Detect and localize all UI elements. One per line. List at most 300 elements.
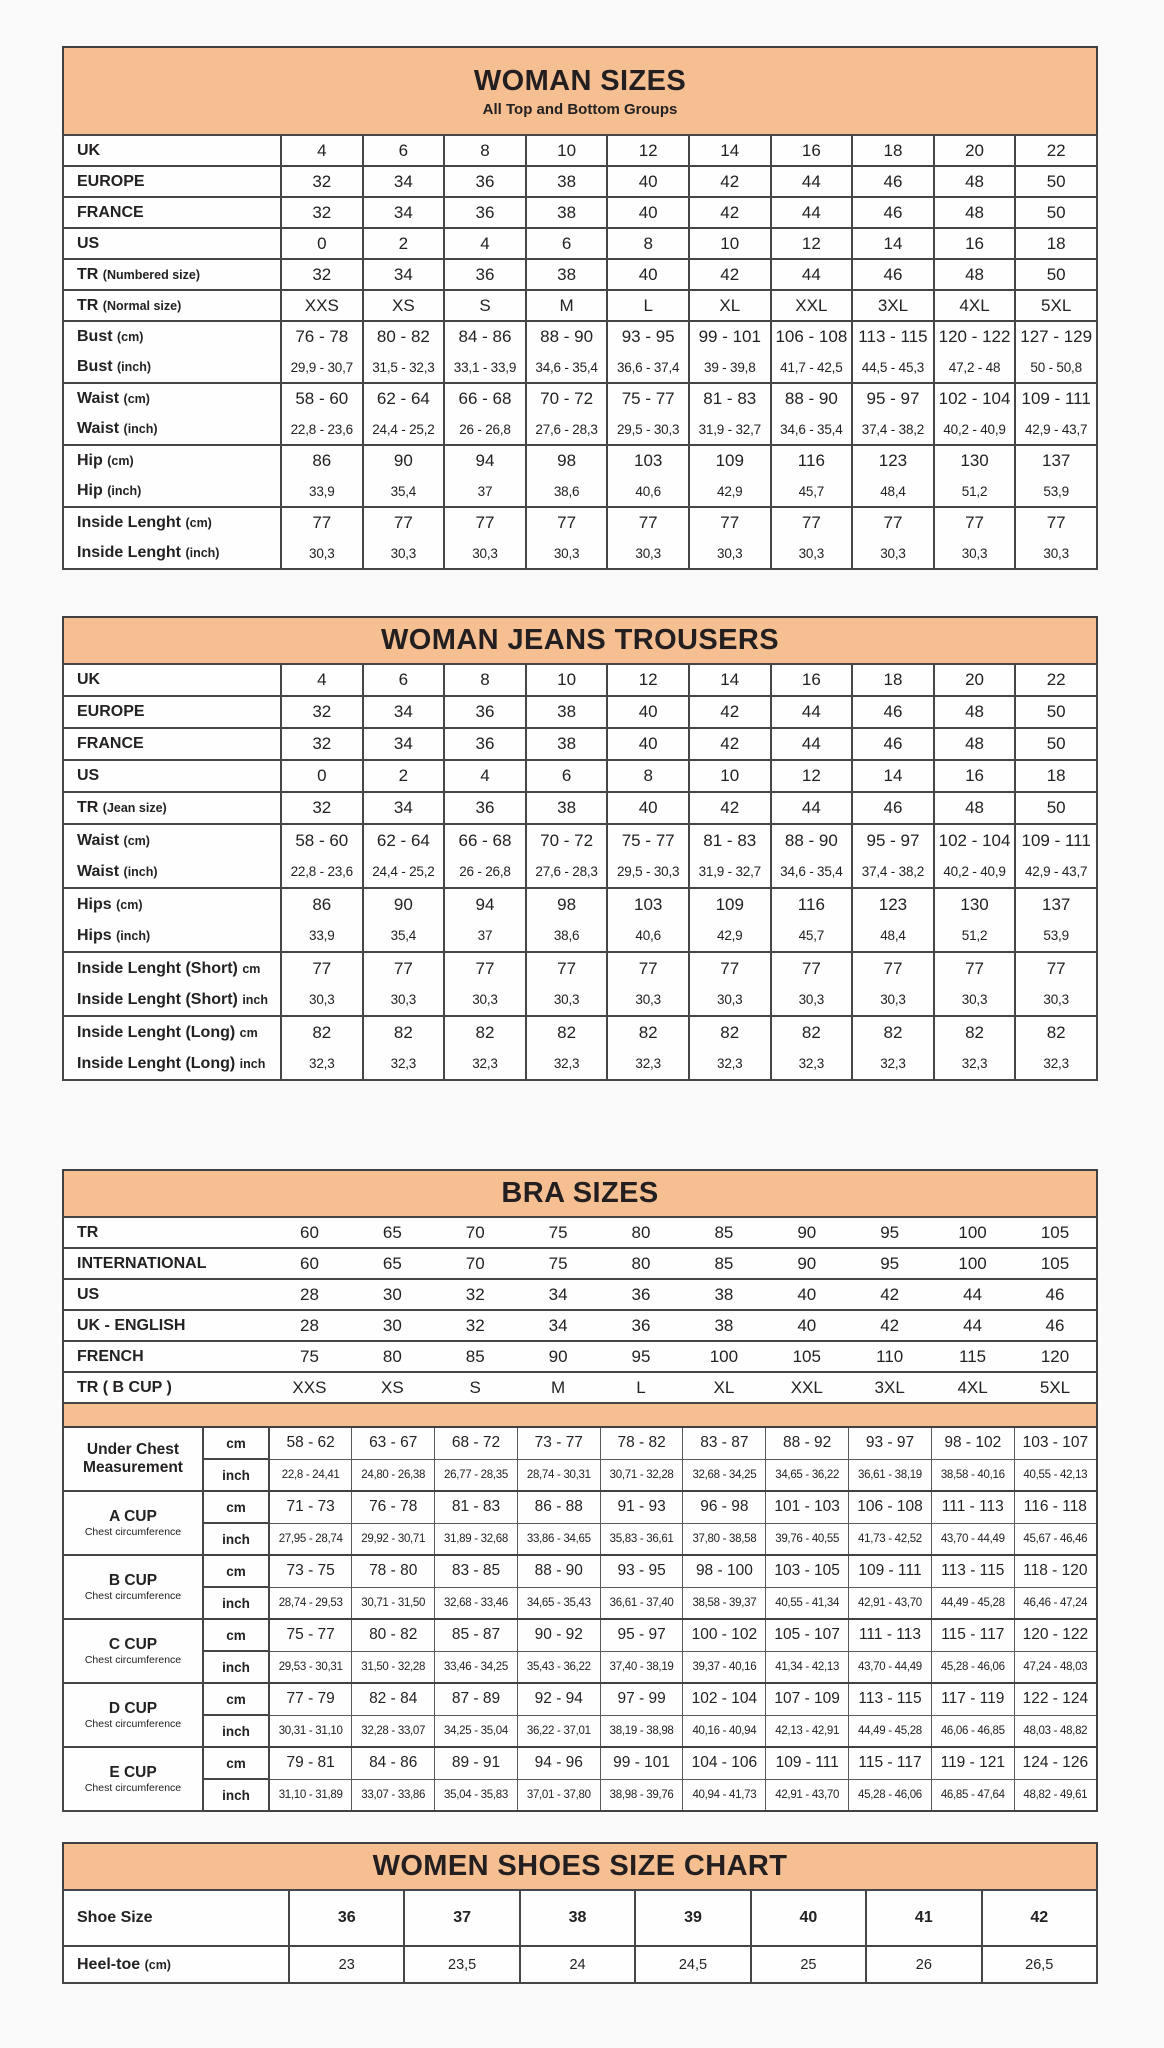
cell-value: 100 bbox=[682, 1341, 765, 1372]
cell-value: 42 bbox=[689, 166, 771, 197]
cell-value: 32 bbox=[281, 259, 363, 290]
cell-value: 96 - 98 bbox=[683, 1491, 766, 1523]
row-label bbox=[63, 664, 281, 696]
row-label bbox=[63, 135, 281, 166]
cell-value: 48,4 bbox=[852, 476, 934, 507]
table-row bbox=[63, 1427, 1097, 1459]
cell-value: 40 bbox=[751, 1890, 866, 1946]
cell-value: XXL bbox=[765, 1372, 848, 1403]
cell-value: 46 bbox=[852, 197, 934, 228]
cell-value: 29,92 - 30,71 bbox=[352, 1523, 435, 1555]
cell-value: 30,3 bbox=[526, 538, 608, 569]
cell-value: 82 bbox=[852, 1016, 934, 1048]
cell-value: 33,9 bbox=[281, 920, 363, 952]
row-label-text: Inside Lenght (Short) bbox=[77, 990, 238, 1008]
cell-value: 35,4 bbox=[363, 476, 445, 507]
cell-value: 30,3 bbox=[281, 984, 363, 1016]
cell-value: 31,9 - 32,7 bbox=[689, 414, 771, 445]
row-label-text: Bust bbox=[77, 328, 113, 345]
cell-value: 44 bbox=[771, 166, 853, 197]
cell-value: 24,4 - 25,2 bbox=[363, 856, 445, 888]
cell-value: 88 - 90 bbox=[771, 383, 853, 414]
row-label-note: (inch) bbox=[123, 422, 158, 436]
cell-value: 26 - 26,8 bbox=[444, 856, 526, 888]
cell-value: 103 - 107 bbox=[1014, 1427, 1097, 1459]
cell-value: 27,6 - 28,3 bbox=[526, 856, 608, 888]
cell-value: 80 bbox=[600, 1248, 683, 1279]
cell-value: 18 bbox=[852, 664, 934, 696]
cell-value: 109 - 111 bbox=[1015, 383, 1097, 414]
cell-value: L bbox=[600, 1372, 683, 1403]
cell-value: 30,3 bbox=[852, 984, 934, 1016]
cell-value: 122 - 124 bbox=[1014, 1683, 1097, 1715]
cell-value: 28,74 - 29,53 bbox=[269, 1587, 352, 1619]
cell-value: 32 bbox=[281, 696, 363, 728]
row-label bbox=[63, 352, 281, 383]
measurement-label-text: A CUP bbox=[109, 1507, 157, 1525]
cell-value: 77 bbox=[444, 952, 526, 984]
cell-value: 6 bbox=[526, 760, 608, 792]
cell-value: 46 bbox=[1014, 1279, 1097, 1310]
cell-value: 80 - 82 bbox=[352, 1619, 435, 1651]
cell-value: 30,3 bbox=[363, 538, 445, 569]
cell-value: 82 bbox=[689, 1016, 771, 1048]
cell-value: 46,85 - 47,64 bbox=[931, 1779, 1014, 1811]
cell-value: 73 - 75 bbox=[269, 1555, 352, 1587]
cell-value: 124 - 126 bbox=[1014, 1747, 1097, 1779]
cell-value: 44 bbox=[771, 696, 853, 728]
row-label bbox=[63, 321, 281, 352]
cell-value: 78 - 80 bbox=[352, 1555, 435, 1587]
cell-value: 82 bbox=[526, 1016, 608, 1048]
cell-value: 18 bbox=[1015, 760, 1097, 792]
cell-value: 109 bbox=[689, 445, 771, 476]
cell-value: 79 - 81 bbox=[269, 1747, 352, 1779]
row-label-text: Inside Lenght bbox=[77, 544, 181, 561]
cell-value: 12 bbox=[771, 228, 853, 259]
row-label-text: Inside Lenght bbox=[77, 514, 181, 531]
cell-value: 34 bbox=[363, 259, 445, 290]
cell-value: 75 bbox=[517, 1248, 600, 1279]
cell-value: 32 bbox=[434, 1279, 517, 1310]
cell-value: 6 bbox=[363, 135, 445, 166]
cell-value: 77 bbox=[444, 507, 526, 538]
cell-value: 37,40 - 38,19 bbox=[600, 1651, 683, 1683]
row-label-note: (Jean size) bbox=[102, 801, 167, 815]
cell-value: 31,5 - 32,3 bbox=[363, 352, 445, 383]
table-row bbox=[63, 664, 1097, 696]
cell-value: 38 bbox=[682, 1310, 765, 1341]
cell-value: 35,43 - 36,22 bbox=[517, 1651, 600, 1683]
cell-value: L bbox=[607, 290, 689, 321]
cell-value: 24 bbox=[520, 1946, 635, 1983]
cell-value: 42,91 - 43,70 bbox=[766, 1779, 849, 1811]
cell-value: 77 bbox=[689, 952, 771, 984]
cell-value: 81 - 83 bbox=[689, 383, 771, 414]
cell-value: 50 bbox=[1015, 259, 1097, 290]
row-label-note: (inch) bbox=[107, 484, 142, 498]
row-label-text: Hips bbox=[77, 926, 112, 944]
cell-value: 82 bbox=[363, 1016, 445, 1048]
table-row bbox=[63, 1341, 1097, 1372]
cell-value: 37 bbox=[444, 476, 526, 507]
cell-value: 43,70 - 44,49 bbox=[931, 1523, 1014, 1555]
cell-value: 105 bbox=[765, 1341, 848, 1372]
row-label-text: Inside Lenght (Long) bbox=[77, 1023, 236, 1041]
cell-value: 18 bbox=[1015, 228, 1097, 259]
cell-value: 29,5 - 30,3 bbox=[607, 856, 689, 888]
row-label-text: Inside Lenght (Short) bbox=[77, 959, 238, 977]
cell-value: 22,8 - 24,41 bbox=[269, 1459, 352, 1491]
cell-value: 32,28 - 33,07 bbox=[352, 1715, 435, 1747]
cell-value: 94 - 96 bbox=[517, 1747, 600, 1779]
row-label-text: INTERNATIONAL bbox=[77, 1254, 207, 1272]
unit-label: inch bbox=[203, 1523, 269, 1555]
cell-value: 16 bbox=[771, 664, 853, 696]
cell-value: 50 bbox=[1015, 696, 1097, 728]
cell-value: 82 bbox=[281, 1016, 363, 1048]
cell-value: 40 bbox=[607, 728, 689, 760]
cell-value: 98 bbox=[526, 445, 608, 476]
cell-value: 48 bbox=[934, 792, 1016, 824]
cell-value: 32,3 bbox=[689, 1048, 771, 1080]
cell-value: 120 - 122 bbox=[934, 321, 1016, 352]
cell-value: 35,04 - 35,83 bbox=[435, 1779, 518, 1811]
cell-value: 29,9 - 30,7 bbox=[281, 352, 363, 383]
cell-value: 111 - 113 bbox=[849, 1619, 932, 1651]
measurement-label bbox=[63, 1683, 203, 1747]
cell-value: 41,34 - 42,13 bbox=[766, 1651, 849, 1683]
cell-value: 42 bbox=[689, 728, 771, 760]
row-label-text: Waist bbox=[77, 390, 120, 407]
table-row bbox=[63, 1491, 1097, 1523]
cell-value: 38 bbox=[526, 696, 608, 728]
cell-value: 77 bbox=[363, 952, 445, 984]
row-label bbox=[63, 476, 281, 507]
row-label-note: inch bbox=[239, 1056, 266, 1071]
cell-value: 30,3 bbox=[526, 984, 608, 1016]
cell-value: 34 bbox=[517, 1279, 600, 1310]
cell-value: 38 bbox=[526, 728, 608, 760]
table-row bbox=[63, 1890, 1097, 1946]
measurement-label-text: B CUP bbox=[108, 1571, 158, 1589]
cell-value: 26 - 26,8 bbox=[444, 414, 526, 445]
cell-value: 33,86 - 34,65 bbox=[517, 1523, 600, 1555]
row-label-text: UK - ENGLISH bbox=[77, 1316, 186, 1334]
cell-value: XS bbox=[363, 290, 445, 321]
cell-value: XL bbox=[682, 1372, 765, 1403]
cell-value: 0 bbox=[281, 760, 363, 792]
cell-value: 40,55 - 41,34 bbox=[766, 1587, 849, 1619]
cell-value: 32,3 bbox=[1015, 1048, 1097, 1080]
row-label bbox=[63, 824, 281, 856]
cell-value: M bbox=[517, 1372, 600, 1403]
cell-value: 24,4 - 25,2 bbox=[363, 414, 445, 445]
cell-value: 35,4 bbox=[363, 920, 445, 952]
cell-value: 82 bbox=[444, 1016, 526, 1048]
table-row bbox=[63, 1619, 1097, 1651]
cell-value: 32 bbox=[281, 166, 363, 197]
cell-value: 50 bbox=[1015, 792, 1097, 824]
measurement-label-text: C CUP bbox=[108, 1635, 158, 1653]
cell-value: 33,07 - 33,86 bbox=[352, 1779, 435, 1811]
measurement-label-text: D CUP bbox=[108, 1699, 158, 1717]
row-label-note: cm bbox=[239, 1025, 258, 1040]
cell-value: 33,1 - 33,9 bbox=[444, 352, 526, 383]
row-label bbox=[63, 1946, 289, 1983]
row-label-text: TR ( B CUP ) bbox=[77, 1378, 172, 1396]
cell-value: 32,3 bbox=[281, 1048, 363, 1080]
cell-value: 58 - 60 bbox=[281, 383, 363, 414]
cell-value: 137 bbox=[1015, 445, 1097, 476]
row-label bbox=[63, 228, 281, 259]
cell-value: 14 bbox=[689, 664, 771, 696]
shoes-size-table bbox=[62, 1889, 1098, 1984]
cell-value: 16 bbox=[934, 228, 1016, 259]
cell-value: 32 bbox=[281, 792, 363, 824]
table-row bbox=[63, 445, 1097, 476]
cell-value: 42 bbox=[689, 696, 771, 728]
cell-value: 42 bbox=[689, 259, 771, 290]
cell-value: 36 bbox=[600, 1310, 683, 1341]
cell-value: 32,3 bbox=[363, 1048, 445, 1080]
cell-value: 36 bbox=[444, 696, 526, 728]
cell-value: 30,3 bbox=[771, 538, 853, 569]
cell-value: 77 - 79 bbox=[269, 1683, 352, 1715]
cell-value: 26 bbox=[866, 1946, 981, 1983]
cell-value: 77 bbox=[281, 507, 363, 538]
cell-value: 127 - 129 bbox=[1015, 321, 1097, 352]
row-label bbox=[63, 728, 281, 760]
row-label-text: Hip bbox=[77, 482, 103, 499]
cell-value: 40 bbox=[607, 792, 689, 824]
cell-value: 77 bbox=[1015, 507, 1097, 538]
cell-value: 35,83 - 36,61 bbox=[600, 1523, 683, 1555]
row-label bbox=[63, 1217, 268, 1248]
cell-value: 123 bbox=[852, 888, 934, 920]
cell-value: 118 - 120 bbox=[1014, 1555, 1097, 1587]
cell-value: 63 - 67 bbox=[352, 1427, 435, 1459]
cell-value: 30,3 bbox=[444, 538, 526, 569]
row-label-text: TR bbox=[77, 296, 99, 314]
cell-value: 77 bbox=[689, 507, 771, 538]
cell-value: 42,9 bbox=[689, 920, 771, 952]
cell-value: 86 - 88 bbox=[517, 1491, 600, 1523]
cell-value: 90 bbox=[363, 888, 445, 920]
cell-value: 37,4 - 38,2 bbox=[852, 414, 934, 445]
row-label bbox=[63, 383, 281, 414]
cell-value: 36 bbox=[444, 792, 526, 824]
cell-value: 8 bbox=[607, 228, 689, 259]
table-row bbox=[63, 1779, 1097, 1811]
cell-value: 36,6 - 37,4 bbox=[607, 352, 689, 383]
woman-sizes-title: WOMAN SIZES bbox=[473, 64, 687, 97]
table-row bbox=[63, 1248, 1097, 1279]
table-row bbox=[63, 1217, 1097, 1248]
cell-value: 32,3 bbox=[852, 1048, 934, 1080]
cell-value: 46 bbox=[852, 696, 934, 728]
cell-value: 58 - 60 bbox=[281, 824, 363, 856]
cell-value: 27,6 - 28,3 bbox=[526, 414, 608, 445]
row-label-text: Waist bbox=[77, 420, 120, 437]
cell-value: S bbox=[434, 1372, 517, 1403]
cell-value: 46 bbox=[852, 259, 934, 290]
cell-value: 113 - 115 bbox=[849, 1683, 932, 1715]
cell-value: 23 bbox=[289, 1946, 404, 1983]
unit-label: cm bbox=[203, 1619, 269, 1651]
cell-value: 32,3 bbox=[607, 1048, 689, 1080]
cell-value: 44 bbox=[931, 1279, 1014, 1310]
cell-value: 2 bbox=[363, 760, 445, 792]
cell-value: 105 bbox=[1014, 1217, 1097, 1248]
cell-value: 14 bbox=[689, 135, 771, 166]
table-row bbox=[63, 760, 1097, 792]
cell-value: 51,2 bbox=[934, 920, 1016, 952]
shoes-size-header bbox=[62, 1842, 1098, 1889]
row-label-note: (Normal size) bbox=[102, 298, 182, 313]
cell-value: 53,9 bbox=[1015, 920, 1097, 952]
cell-value: 48 bbox=[934, 696, 1016, 728]
cell-value: 94 bbox=[444, 888, 526, 920]
cell-value: 60 bbox=[268, 1217, 351, 1248]
cell-value: 6 bbox=[526, 228, 608, 259]
cell-value: 78 - 82 bbox=[600, 1427, 683, 1459]
cell-value: 111 - 113 bbox=[931, 1491, 1014, 1523]
row-label-note: (inch) bbox=[123, 864, 158, 879]
cell-value: 105 bbox=[1014, 1248, 1097, 1279]
cell-value: 36 bbox=[600, 1279, 683, 1310]
cell-value: 40,55 - 42,13 bbox=[1014, 1459, 1097, 1491]
cell-value: 30 bbox=[351, 1279, 434, 1310]
measurement-label-sub: Chest circumference bbox=[84, 1718, 182, 1731]
unit-label: inch bbox=[203, 1651, 269, 1683]
cell-value: 34,65 - 36,22 bbox=[766, 1459, 849, 1491]
row-label-note: (cm) bbox=[116, 897, 143, 912]
cell-value: 80 - 82 bbox=[363, 321, 445, 352]
cell-value: 32,68 - 33,46 bbox=[435, 1587, 518, 1619]
cell-value: 46,46 - 47,24 bbox=[1014, 1587, 1097, 1619]
cell-value: 100 bbox=[931, 1248, 1014, 1279]
table-row bbox=[63, 1523, 1097, 1555]
cell-value: 18 bbox=[852, 135, 934, 166]
cell-value: 3XL bbox=[852, 290, 934, 321]
row-label-text: UK bbox=[77, 141, 101, 159]
cell-value: 50 - 50,8 bbox=[1015, 352, 1097, 383]
cell-value: 30,3 bbox=[689, 538, 771, 569]
row-label-note: (cm) bbox=[144, 1957, 171, 1972]
cell-value: 95 - 97 bbox=[852, 383, 934, 414]
cell-value: 65 bbox=[351, 1217, 434, 1248]
cell-value: 103 bbox=[607, 445, 689, 476]
cell-value: 115 - 117 bbox=[931, 1619, 1014, 1651]
cell-value: 33,46 - 34,25 bbox=[435, 1651, 518, 1683]
cell-value: 25 bbox=[751, 1946, 866, 1983]
table-row bbox=[63, 259, 1097, 290]
cell-value: 36 bbox=[444, 259, 526, 290]
cell-value: 90 bbox=[363, 445, 445, 476]
cell-value: 83 - 85 bbox=[435, 1555, 518, 1587]
table-row bbox=[63, 888, 1097, 920]
cell-value: 10 bbox=[689, 228, 771, 259]
cell-value: 81 - 83 bbox=[689, 824, 771, 856]
cell-value: 95 bbox=[848, 1217, 931, 1248]
cell-value: 40 bbox=[607, 197, 689, 228]
row-label bbox=[63, 1890, 289, 1946]
cell-value: 37 bbox=[404, 1890, 519, 1946]
cell-value: 30,3 bbox=[771, 984, 853, 1016]
cell-value: 10 bbox=[689, 760, 771, 792]
cell-value: 34,25 - 35,04 bbox=[435, 1715, 518, 1747]
cell-value: 81 - 83 bbox=[435, 1491, 518, 1523]
row-label-text: TR bbox=[77, 265, 99, 283]
cell-value: 75 bbox=[517, 1217, 600, 1248]
bra-sizes-title: BRA SIZES bbox=[501, 1177, 659, 1209]
row-label bbox=[63, 1279, 268, 1310]
cell-value: 32,68 - 34,25 bbox=[683, 1459, 766, 1491]
cell-value: 34 bbox=[517, 1310, 600, 1341]
shoes-size-title: WOMEN SHOES SIZE CHART bbox=[372, 1850, 788, 1882]
cell-value: 120 bbox=[1014, 1341, 1097, 1372]
cell-value: 34 bbox=[363, 166, 445, 197]
table-row bbox=[63, 321, 1097, 352]
row-label bbox=[63, 166, 281, 197]
cell-value: 26,77 - 28,35 bbox=[435, 1459, 518, 1491]
cell-value: 12 bbox=[607, 135, 689, 166]
cell-value: 90 bbox=[765, 1217, 848, 1248]
row-label-note: (inch) bbox=[117, 360, 152, 374]
table-row bbox=[63, 792, 1097, 824]
cell-value: 85 bbox=[434, 1341, 517, 1372]
cell-value: 82 bbox=[607, 1016, 689, 1048]
cell-value: 77 bbox=[771, 507, 853, 538]
table-row bbox=[63, 1747, 1097, 1779]
measurement-label-text: Under Chest Measurement bbox=[83, 1441, 183, 1476]
cell-value: 40,16 - 40,94 bbox=[683, 1715, 766, 1747]
measurement-label-text: E CUP bbox=[109, 1763, 157, 1781]
cell-value: 34 bbox=[363, 728, 445, 760]
table-row bbox=[63, 1016, 1097, 1048]
cell-value: 120 - 122 bbox=[1014, 1619, 1097, 1651]
table-row bbox=[63, 414, 1097, 445]
cell-value: 75 bbox=[268, 1341, 351, 1372]
cell-value: 31,9 - 32,7 bbox=[689, 856, 771, 888]
cell-value: 27,95 - 28,74 bbox=[269, 1523, 352, 1555]
row-label-text: US bbox=[77, 1285, 100, 1303]
cell-value: 109 - 111 bbox=[766, 1747, 849, 1779]
cell-value: 88 - 90 bbox=[771, 824, 853, 856]
table-row bbox=[63, 1651, 1097, 1683]
table-row bbox=[63, 538, 1097, 569]
cell-value: 4 bbox=[281, 135, 363, 166]
cell-value: 82 bbox=[771, 1016, 853, 1048]
cell-value: 30,3 bbox=[852, 538, 934, 569]
cell-value: 110 bbox=[848, 1341, 931, 1372]
cell-value: 76 - 78 bbox=[352, 1491, 435, 1523]
cell-value: 30,3 bbox=[607, 984, 689, 1016]
cell-value: 90 bbox=[765, 1248, 848, 1279]
cell-value: 39,37 - 40,16 bbox=[683, 1651, 766, 1683]
row-label bbox=[63, 1048, 281, 1080]
cell-value: 73 - 77 bbox=[517, 1427, 600, 1459]
cell-value: 86 bbox=[281, 445, 363, 476]
cell-value: 30,3 bbox=[444, 984, 526, 1016]
table-row bbox=[63, 1555, 1097, 1587]
cell-value: XXS bbox=[281, 290, 363, 321]
cell-value: 45,28 - 46,06 bbox=[849, 1779, 932, 1811]
unit-label: cm bbox=[203, 1683, 269, 1715]
row-label bbox=[63, 259, 281, 290]
cell-value: 116 bbox=[771, 445, 853, 476]
